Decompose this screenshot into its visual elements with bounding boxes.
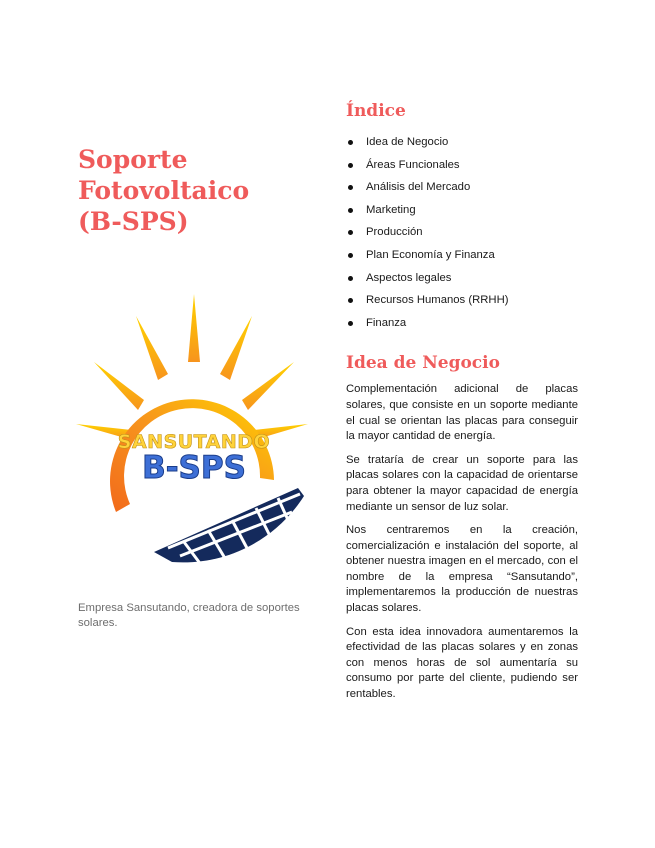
business-idea-heading: Idea de Negocio	[346, 353, 500, 374]
logo-top-text: SANSUTANDO	[117, 431, 271, 453]
business-idea-paragraph: Se trataría de crear un soporte para las placas solares con la capacidad de orientarse para obtener la mayor capacidad de energía mediante un sensor de luz solar.	[346, 453, 578, 513]
content-column	[346, 100, 578, 703]
business-idea-paragraph: Complementación adicional de placas solares, que consiste en un soporte mediante el cual se orientan las placas para conseguir la mayor cantidad de energía.	[346, 383, 578, 443]
logo-main-text: B-SPS	[142, 450, 246, 486]
toc-item: Producción	[346, 221, 578, 244]
title-line: Soporte	[78, 145, 188, 174]
solar-panel	[154, 488, 304, 562]
document-title	[78, 144, 298, 237]
toc-item: Marketing	[346, 199, 578, 222]
sun-rays	[76, 294, 308, 440]
toc-item: Plan Economía y Finanza	[346, 244, 578, 267]
logo-caption: Empresa Sansutando, creadora de soportes solares.	[78, 602, 300, 629]
title-line: (B-SPS)	[78, 207, 189, 236]
toc-item: Finanza	[346, 312, 578, 335]
business-idea-paragraph: Nos centraremos en la creación, comercialización e instalación del soporte, al obtener nuestra imagen en el mercado, con el nombre de la empresa “Sansutando”, implementaremos la producción de nuestras placas solares.	[346, 524, 578, 615]
toc-item: Recursos Humanos (RRHH)	[346, 289, 578, 312]
company-logo	[76, 290, 310, 580]
toc-item: Aspectos legales	[346, 267, 578, 290]
index-heading: Índice	[346, 101, 406, 121]
toc-item: Idea de Negocio	[346, 131, 578, 154]
table-of-contents	[346, 131, 578, 334]
title-line: Fotovoltaico	[78, 176, 250, 205]
toc-item: Áreas Funcionales	[346, 154, 578, 177]
toc-item: Análisis del Mercado	[346, 176, 578, 199]
business-idea-paragraph: Con esta idea innovadora aumentaremos la efectividad de las placas solares y en zonas con menos horas de sol aumentaría su consumo por parte del cliente, pudiendo ser rentables.	[346, 625, 578, 701]
